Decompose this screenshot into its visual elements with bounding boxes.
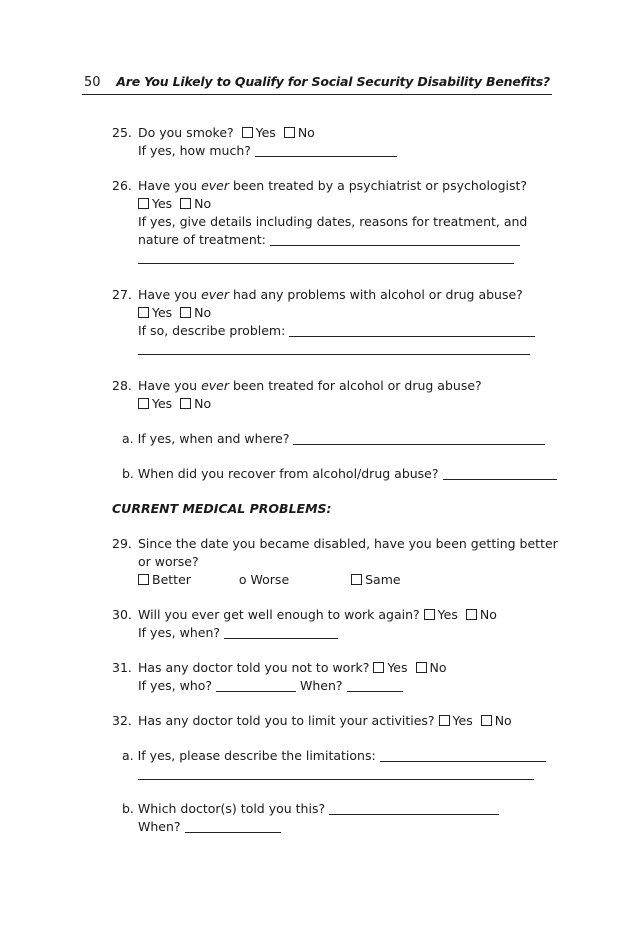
yes-checkbox[interactable] [373,662,384,673]
doctor-name-field[interactable] [216,680,296,692]
no-label: No [194,396,212,411]
no-checkbox[interactable] [180,398,191,409]
question-text-cont: been treated by a psychiatrist or psychologist? [232,178,528,193]
no-label: No [194,196,212,211]
question-text-cont: had any problems with alcohol or drug abuse? [232,287,523,302]
sub-question-b: b. When did you recover from alcohol/drug abuse? [122,466,439,481]
followup-who-label: If yes, who? [138,678,213,693]
no-checkbox[interactable] [284,127,295,138]
question-text: Have you [138,178,198,193]
no-label: No [429,660,447,675]
followup-label: If so, describe problem: [138,323,286,338]
worse-option[interactable]: o Worse [238,572,290,587]
recovery-date-field[interactable] [443,468,557,480]
question-number: 29. [112,536,132,551]
question-27 [112,286,552,358]
no-checkbox[interactable] [180,307,191,318]
when-where-field[interactable] [293,433,545,445]
better-label: Better [152,572,191,587]
question-text-cont: or worse? [138,554,199,569]
emphasis-text: ever [201,178,229,193]
yes-checkbox[interactable] [138,398,149,409]
doctor-told-when-field[interactable] [185,821,281,833]
yes-label: Yes [437,607,458,622]
question-number: 25. [112,125,132,140]
followup-label: If yes, when? [138,625,221,640]
sub-question-a: a. If yes, when and where? [122,431,290,446]
question-number: 31. [112,660,132,675]
problem-description-field-2[interactable] [138,343,530,355]
emphasis-text: ever [201,287,229,302]
smoke-amount-field[interactable] [255,145,397,157]
same-label: Same [365,572,401,587]
no-label: No [494,713,512,728]
question-text: Will you ever get well enough to work again? [138,607,420,622]
no-label: No [297,125,315,140]
yes-label: Yes [452,713,473,728]
better-checkbox[interactable] [138,574,149,585]
question-28 [112,377,552,483]
no-label: No [479,607,497,622]
question-29 [112,535,558,589]
form-content [112,124,558,836]
page-number: 50 [84,75,101,90]
problem-description-field[interactable] [289,325,535,337]
question-number: 30. [112,607,132,622]
treatment-details-field[interactable] [270,234,520,246]
no-checkbox[interactable] [180,198,191,209]
doctor-when-field[interactable] [347,680,403,692]
question-32 [112,712,552,836]
yes-checkbox[interactable] [138,198,149,209]
yes-label: Yes [152,196,173,211]
question-text: Since the date you became disabled, have you been getting better [138,536,558,551]
yes-label: Yes [152,305,173,320]
followup-when-label: When? [300,678,343,693]
question-26 [112,177,552,267]
question-text: Has any doctor told you to limit your activities? [138,713,435,728]
question-number: 28. [112,378,132,393]
question-number: 32. [112,713,132,728]
yes-label: Yes [255,125,276,140]
same-checkbox[interactable] [351,574,362,585]
limitations-field-2[interactable] [138,768,534,780]
no-checkbox[interactable] [416,662,427,673]
question-text: Do you smoke? [138,125,234,140]
no-label: No [194,305,212,320]
question-25 [112,124,552,160]
page-header [82,72,552,95]
yes-checkbox[interactable] [439,715,450,726]
question-text: Has any doctor told you not to work? [138,660,370,675]
question-30 [112,606,552,642]
followup-label-cont: nature of treatment: [138,232,266,247]
yes-label: Yes [387,660,408,675]
emphasis-text: ever [201,378,229,393]
followup-label: If yes, how much? [138,143,251,158]
limitations-field[interactable] [380,750,546,762]
treatment-details-field-2[interactable] [138,252,514,264]
sub-question-b: b. Which doctor(s) told you this? [122,801,326,816]
question-number: 27. [112,287,132,302]
followup-label: If yes, give details including dates, reasons for treatment, and [138,214,528,229]
running-title: Are You Likely to Qualify for Social Security Disability Benefits? [116,74,550,89]
no-checkbox[interactable] [466,609,477,620]
yes-label: Yes [152,396,173,411]
question-text-cont: been treated for alcohol or drug abuse? [232,378,482,393]
question-text: Have you [138,287,198,302]
sub-question-a: a. If yes, please describe the limitations: [122,748,376,763]
when-label: When? [138,819,181,834]
question-31 [112,659,552,695]
section-title: CURRENT MEDICAL PROBLEMS: [112,501,332,516]
work-again-date-field[interactable] [224,627,338,639]
which-doctor-field[interactable] [329,803,499,815]
question-text: Have you [138,378,198,393]
yes-checkbox[interactable] [242,127,253,138]
no-checkbox[interactable] [481,715,492,726]
question-number: 26. [112,178,132,193]
yes-checkbox[interactable] [424,609,435,620]
yes-checkbox[interactable] [138,307,149,318]
